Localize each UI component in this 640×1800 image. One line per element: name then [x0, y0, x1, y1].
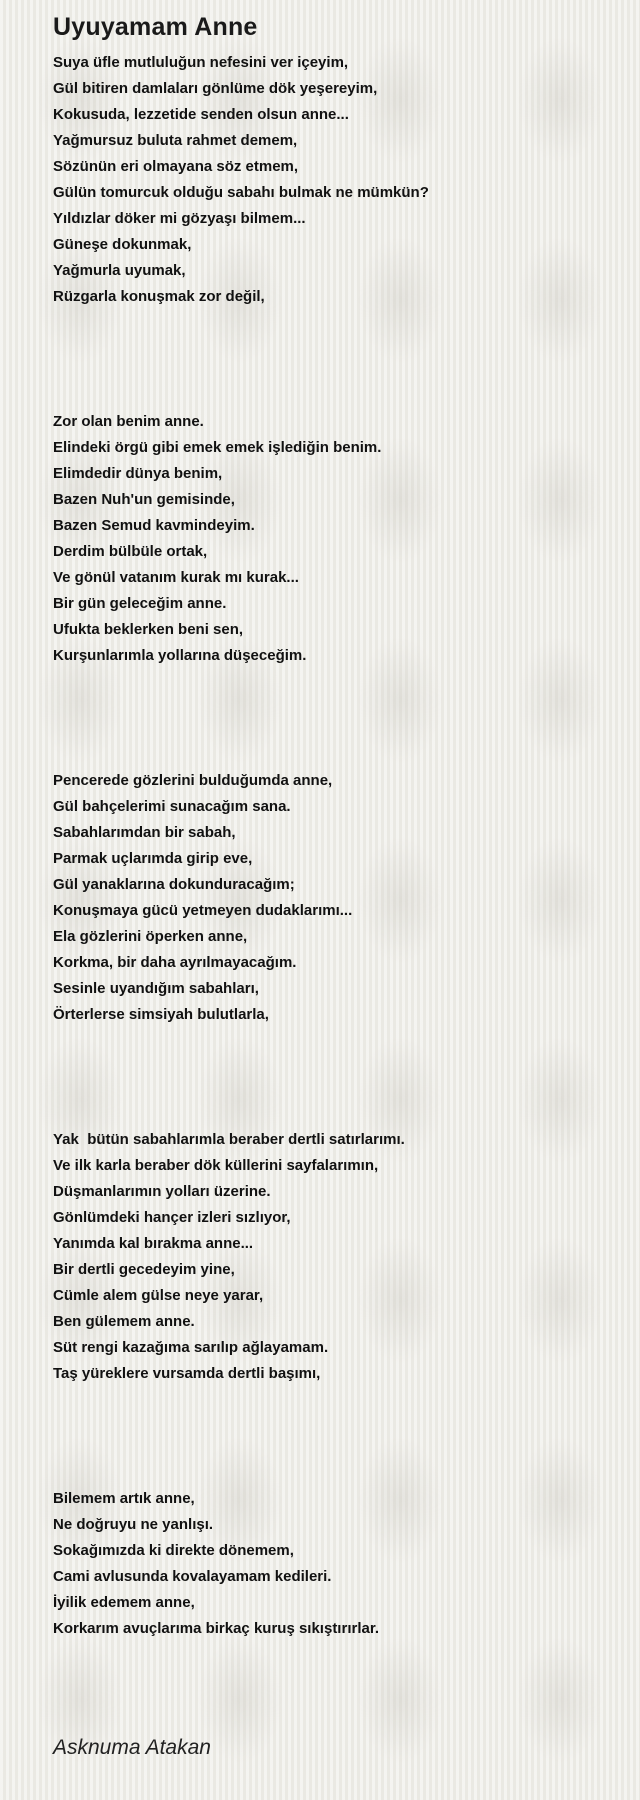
poem-line: İyilik edemem anne, — [53, 1594, 195, 1611]
stanza-spacer — [53, 669, 613, 768]
poem-line: Cümle alem gülse neye yarar, — [53, 1287, 264, 1304]
poem-line: Süt rengi kazağıma sarılıp ağlayamam. — [53, 1339, 329, 1356]
poem-title: Uyuyamam Anne — [53, 13, 258, 41]
poem-line: Rüzgarla konuşmak zor değil, — [53, 288, 265, 305]
poem-body — [53, 50, 613, 1642]
poem-line: Ben gülemem anne. — [53, 1313, 195, 1330]
poem-line: Suya üfle mutluluğun nefesini ver içeyim, — [53, 54, 349, 71]
poem-stanza — [53, 50, 613, 310]
poem-stanza — [53, 1127, 613, 1387]
poem-line: Ufukta beklerken beni sen, — [53, 621, 244, 638]
poem-stanza — [53, 768, 613, 1028]
poem-line: Sesinle uyandığım sabahları, — [53, 980, 259, 997]
poem-line: Örterlerse simsiyah bulutlarla, — [53, 1006, 269, 1023]
poem-line: Zor olan benim anne. — [53, 413, 204, 430]
poem-line: Yıldızlar döker mi gözyaşı bilmem... — [53, 210, 306, 227]
poem-line: Cami avlusunda kovalayamam kedileri. — [53, 1568, 332, 1585]
poem-line: Gül bitiren damlaları gönlüme dök yeşereyim, — [53, 80, 378, 97]
poem-line: Sözünün eri olmayana söz etmem, — [53, 158, 299, 175]
poem-line: Bazen Nuh'un gemisinde, — [53, 491, 235, 508]
stanza-spacer — [53, 1387, 613, 1486]
poem-line: Yak bütün sabahlarımla beraber dertli satırlarımı. — [53, 1131, 405, 1148]
poem-line: Derdim bülbüle ortak, — [53, 543, 208, 560]
poem-line: Bir dertli gecedeyim yine, — [53, 1261, 235, 1278]
poem-line: Elimdedir dünya benim, — [53, 465, 223, 482]
poem-line: Kokusuda, lezzetide senden olsun anne... — [53, 106, 349, 123]
poem-line: Yağmursuz buluta rahmet demem, — [53, 132, 298, 149]
poem-container — [53, 10, 613, 1642]
poem-line: Konuşmaya gücü yetmeyen dudaklarımı... — [53, 902, 353, 919]
poem-line: Yanımda kal bırakma anne... — [53, 1235, 254, 1252]
poem-author: Asknuma Atakan — [53, 1736, 211, 1759]
poem-line: Bilemem artık anne, — [53, 1490, 195, 1507]
stanza-spacer — [53, 1028, 613, 1127]
poem-line: Kurşunlarımla yollarına düşeceğim. — [53, 647, 307, 664]
poem-line: Korkarım avuçlarıma birkaç kuruş sıkıştırırlar. — [53, 1620, 380, 1637]
poem-line: Sokağımızda ki direkte dönemem, — [53, 1542, 294, 1559]
poem-line: Ve gönül vatanım kurak mı kurak... — [53, 569, 299, 586]
poem-line: Gül bahçelerimi sunacağım sana. — [53, 798, 291, 815]
poem-line: Gül yanaklarına dokunduracağım; — [53, 876, 295, 893]
poem-line: Ela gözlerini öperken anne, — [53, 928, 248, 945]
poem-line: Bazen Semud kavmindeyim. — [53, 517, 255, 534]
poem-line: Yağmurla uyumak, — [53, 262, 186, 279]
poem-stanza — [53, 409, 613, 669]
poem-line: Ne doğruyu ne yanlışı. — [53, 1516, 214, 1533]
poem-line: Ve ilk karla beraber dök küllerini sayfalarımın, — [53, 1157, 379, 1174]
poem-stanza — [53, 1486, 613, 1642]
poem-line: Sabahlarımdan bir sabah, — [53, 824, 236, 841]
poem-line: Parmak uçlarımda girip eve, — [53, 850, 253, 867]
poem-line: Korkma, bir daha ayrılmayacağım. — [53, 954, 297, 971]
poem-line: Pencerede gözlerini bulduğumda anne, — [53, 772, 333, 789]
stanza-spacer — [53, 310, 613, 409]
poem-line: Elindeki örgü gibi emek emek işlediğin benim. — [53, 439, 382, 456]
poem-line: Taş yüreklere vursamda dertli başımı, — [53, 1365, 321, 1382]
poem-line: Gönlümdeki hançer izleri sızlıyor, — [53, 1209, 291, 1226]
poem-line: Bir gün geleceğim anne. — [53, 595, 227, 612]
poem-line: Gülün tomurcuk olduğu sabahı bulmak ne mümkün? — [53, 184, 429, 201]
poem-line: Güneşe dokunmak, — [53, 236, 192, 253]
poem-line: Düşmanlarımın yolları üzerine. — [53, 1183, 271, 1200]
